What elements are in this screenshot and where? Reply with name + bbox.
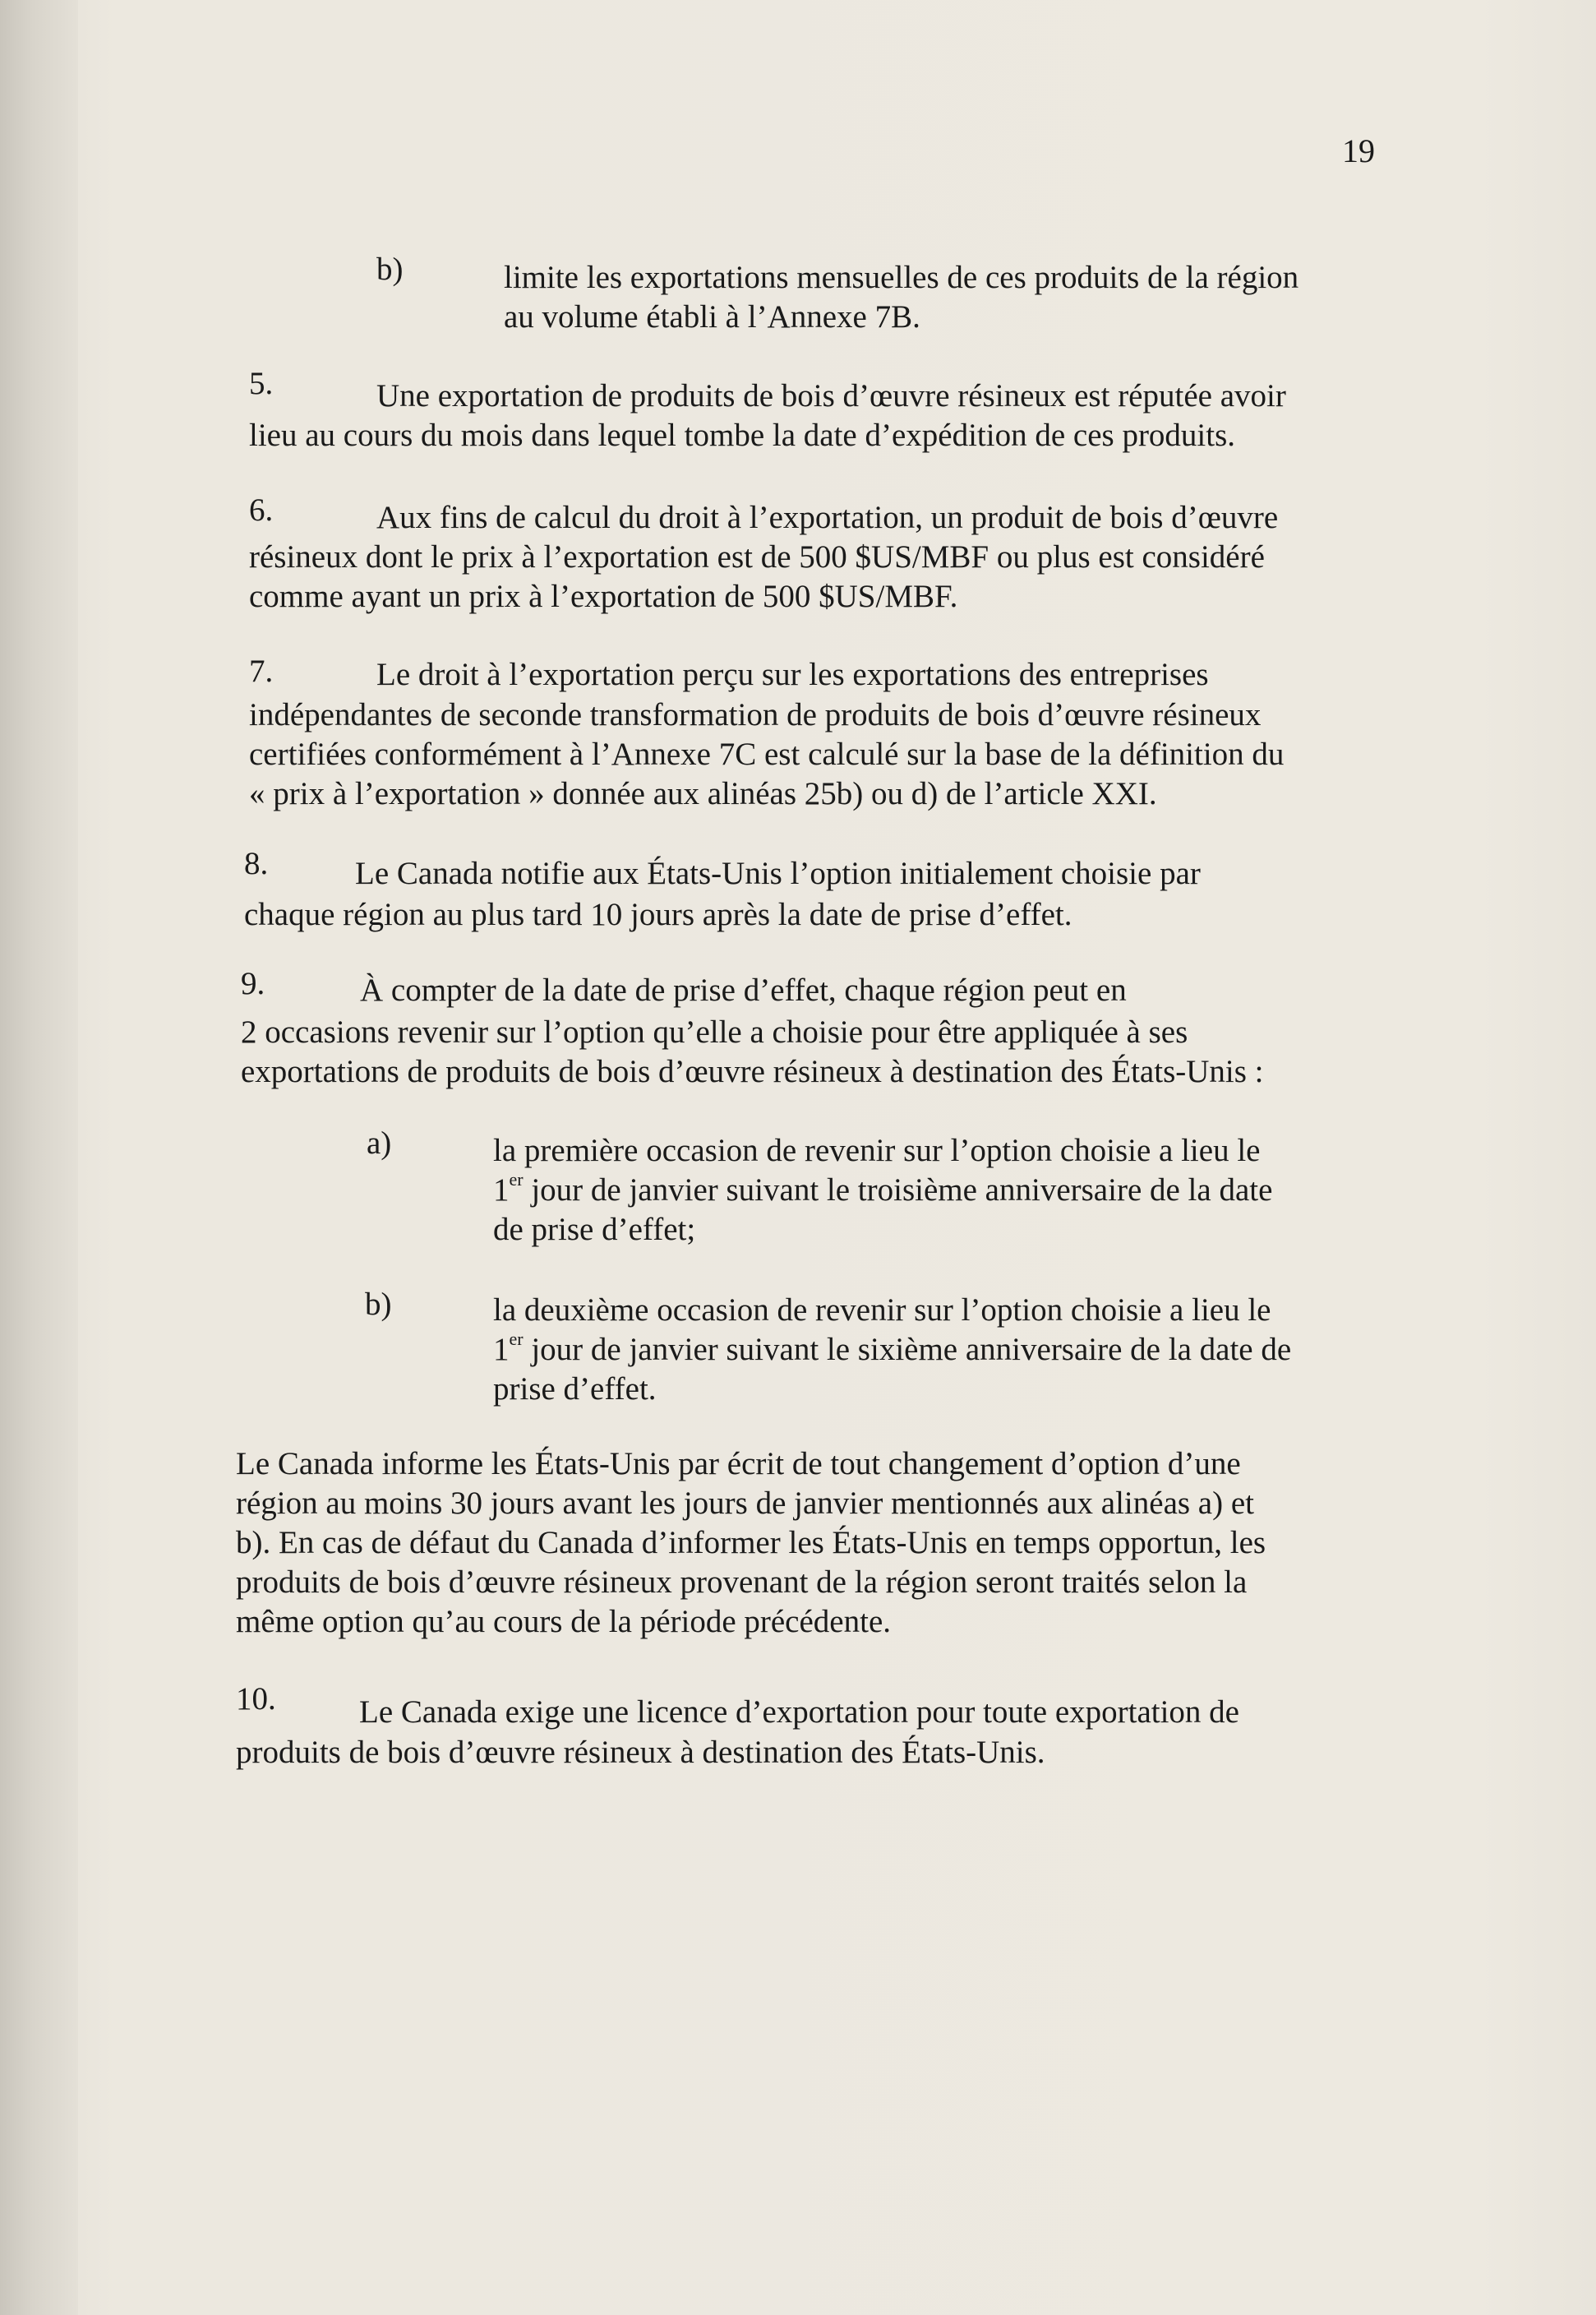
item-9b-line-1: la deuxième occasion de revenir sur l’option choisie a lieu le [493,1292,1271,1328]
para-5-line-2: lieu au cours du mois dans lequel tombe la date d’expédition de ces produits. [249,418,1236,453]
para-9-line-2: 2 occasions revenir sur l’option qu’elle a choisie pour être appliquée à ses [241,1014,1188,1050]
item-9b-line-3: prise d’effet. [493,1371,657,1407]
para-6-line-3: comme ayant un prix à l’exportation de 500 $US/MBF. [249,579,958,614]
para-10-number: 10. [236,1681,276,1717]
para-7-number: 7. [249,654,274,689]
page-number: 19 [1342,132,1375,169]
item-9b-label: b) [365,1287,392,1322]
closing-line-5: même option qu’au cours de la période précédente. [236,1604,892,1639]
item-b-line-2: au volume établi à l’Annexe 7B. [504,299,920,335]
item-9b-line-2 [493,1330,1291,1370]
item-9a-label: a) [367,1125,392,1161]
para-5-line-1: Une exportation de produits de bois d’œuvre résineux est réputée avoir [376,378,1286,414]
item-9a-ordinal-suffix: er [509,1169,524,1190]
item-9a-line-2 [493,1171,1272,1210]
item-9a-line-3: de prise d’effet; [493,1212,696,1247]
para-9-number: 9. [241,966,265,1001]
para-7-line-4: « prix à l’exportation » donnée aux alinéas 25b) ou d) de l’article XXI. [249,776,1157,811]
para-7-line-2: indépendantes de seconde transformation de produits de bois d’œuvre résineux [249,697,1262,732]
para-8-line-2: chaque région au plus tard 10 jours après la date de prise d’effet. [244,897,1072,932]
para-8-number: 8. [244,846,269,881]
para-10-line-2: produits de bois d’œuvre résineux à destination des États-Unis. [236,1735,1045,1770]
para-8-line-1: Le Canada notifie aux États-Unis l’option initialement choisie par [355,856,1201,891]
item-9a-line-1: la première occasion de revenir sur l’option choisie a lieu le [493,1133,1261,1168]
para-6-line-2: résineux dont le prix à l’exportation est de 500 $US/MBF ou plus est considéré [249,539,1265,575]
item-b-label: b) [376,252,404,287]
item-9b-ordinal-suffix: er [509,1328,524,1349]
item-9a-line-2-text: jour de janvier suivant le troisième anniversaire de la date [523,1172,1273,1208]
para-7-line-3: certifiées conformément à l’Annexe 7C est calculé sur la base de la définition du [249,737,1285,772]
book-spine-shadow [0,0,78,2315]
item-9b-line-2-text: jour de janvier suivant le sixième anniversaire de la date de [523,1332,1292,1367]
para-5-number: 5. [249,366,274,401]
item-9b-ordinal-number: 1 [493,1332,510,1367]
closing-line-2: région au moins 30 jours avant les jours de janvier mentionnés aux alinéas a) et [236,1486,1254,1521]
para-9-line-1: À compter de la date de prise d’effet, chaque région peut en [360,973,1127,1008]
para-6-line-1: Aux fins de calcul du droit à l’exportation, un produit de bois d’œuvre [376,500,1279,535]
closing-line-3: b). En cas de défaut du Canada d’informer les États-Unis en temps opportun, les [236,1525,1266,1560]
para-10-line-1: Le Canada exige une licence d’exportation pour toute exportation de [359,1694,1239,1730]
para-7-line-1: Le droit à l’exportation perçu sur les exportations des entreprises [376,657,1209,692]
para-9-line-3: exportations de produits de bois d’œuvre résineux à destination des États-Unis : [241,1054,1264,1089]
closing-line-1: Le Canada informe les États-Unis par écrit de tout changement d’option d’une [236,1446,1241,1481]
item-b-line-1: limite les exportations mensuelles de ces produits de la région [504,260,1299,295]
item-9a-ordinal-number: 1 [493,1172,510,1208]
para-6-number: 6. [249,492,274,528]
closing-line-4: produits de bois d’œuvre résineux provenant de la région seront traités selon la [236,1564,1248,1600]
